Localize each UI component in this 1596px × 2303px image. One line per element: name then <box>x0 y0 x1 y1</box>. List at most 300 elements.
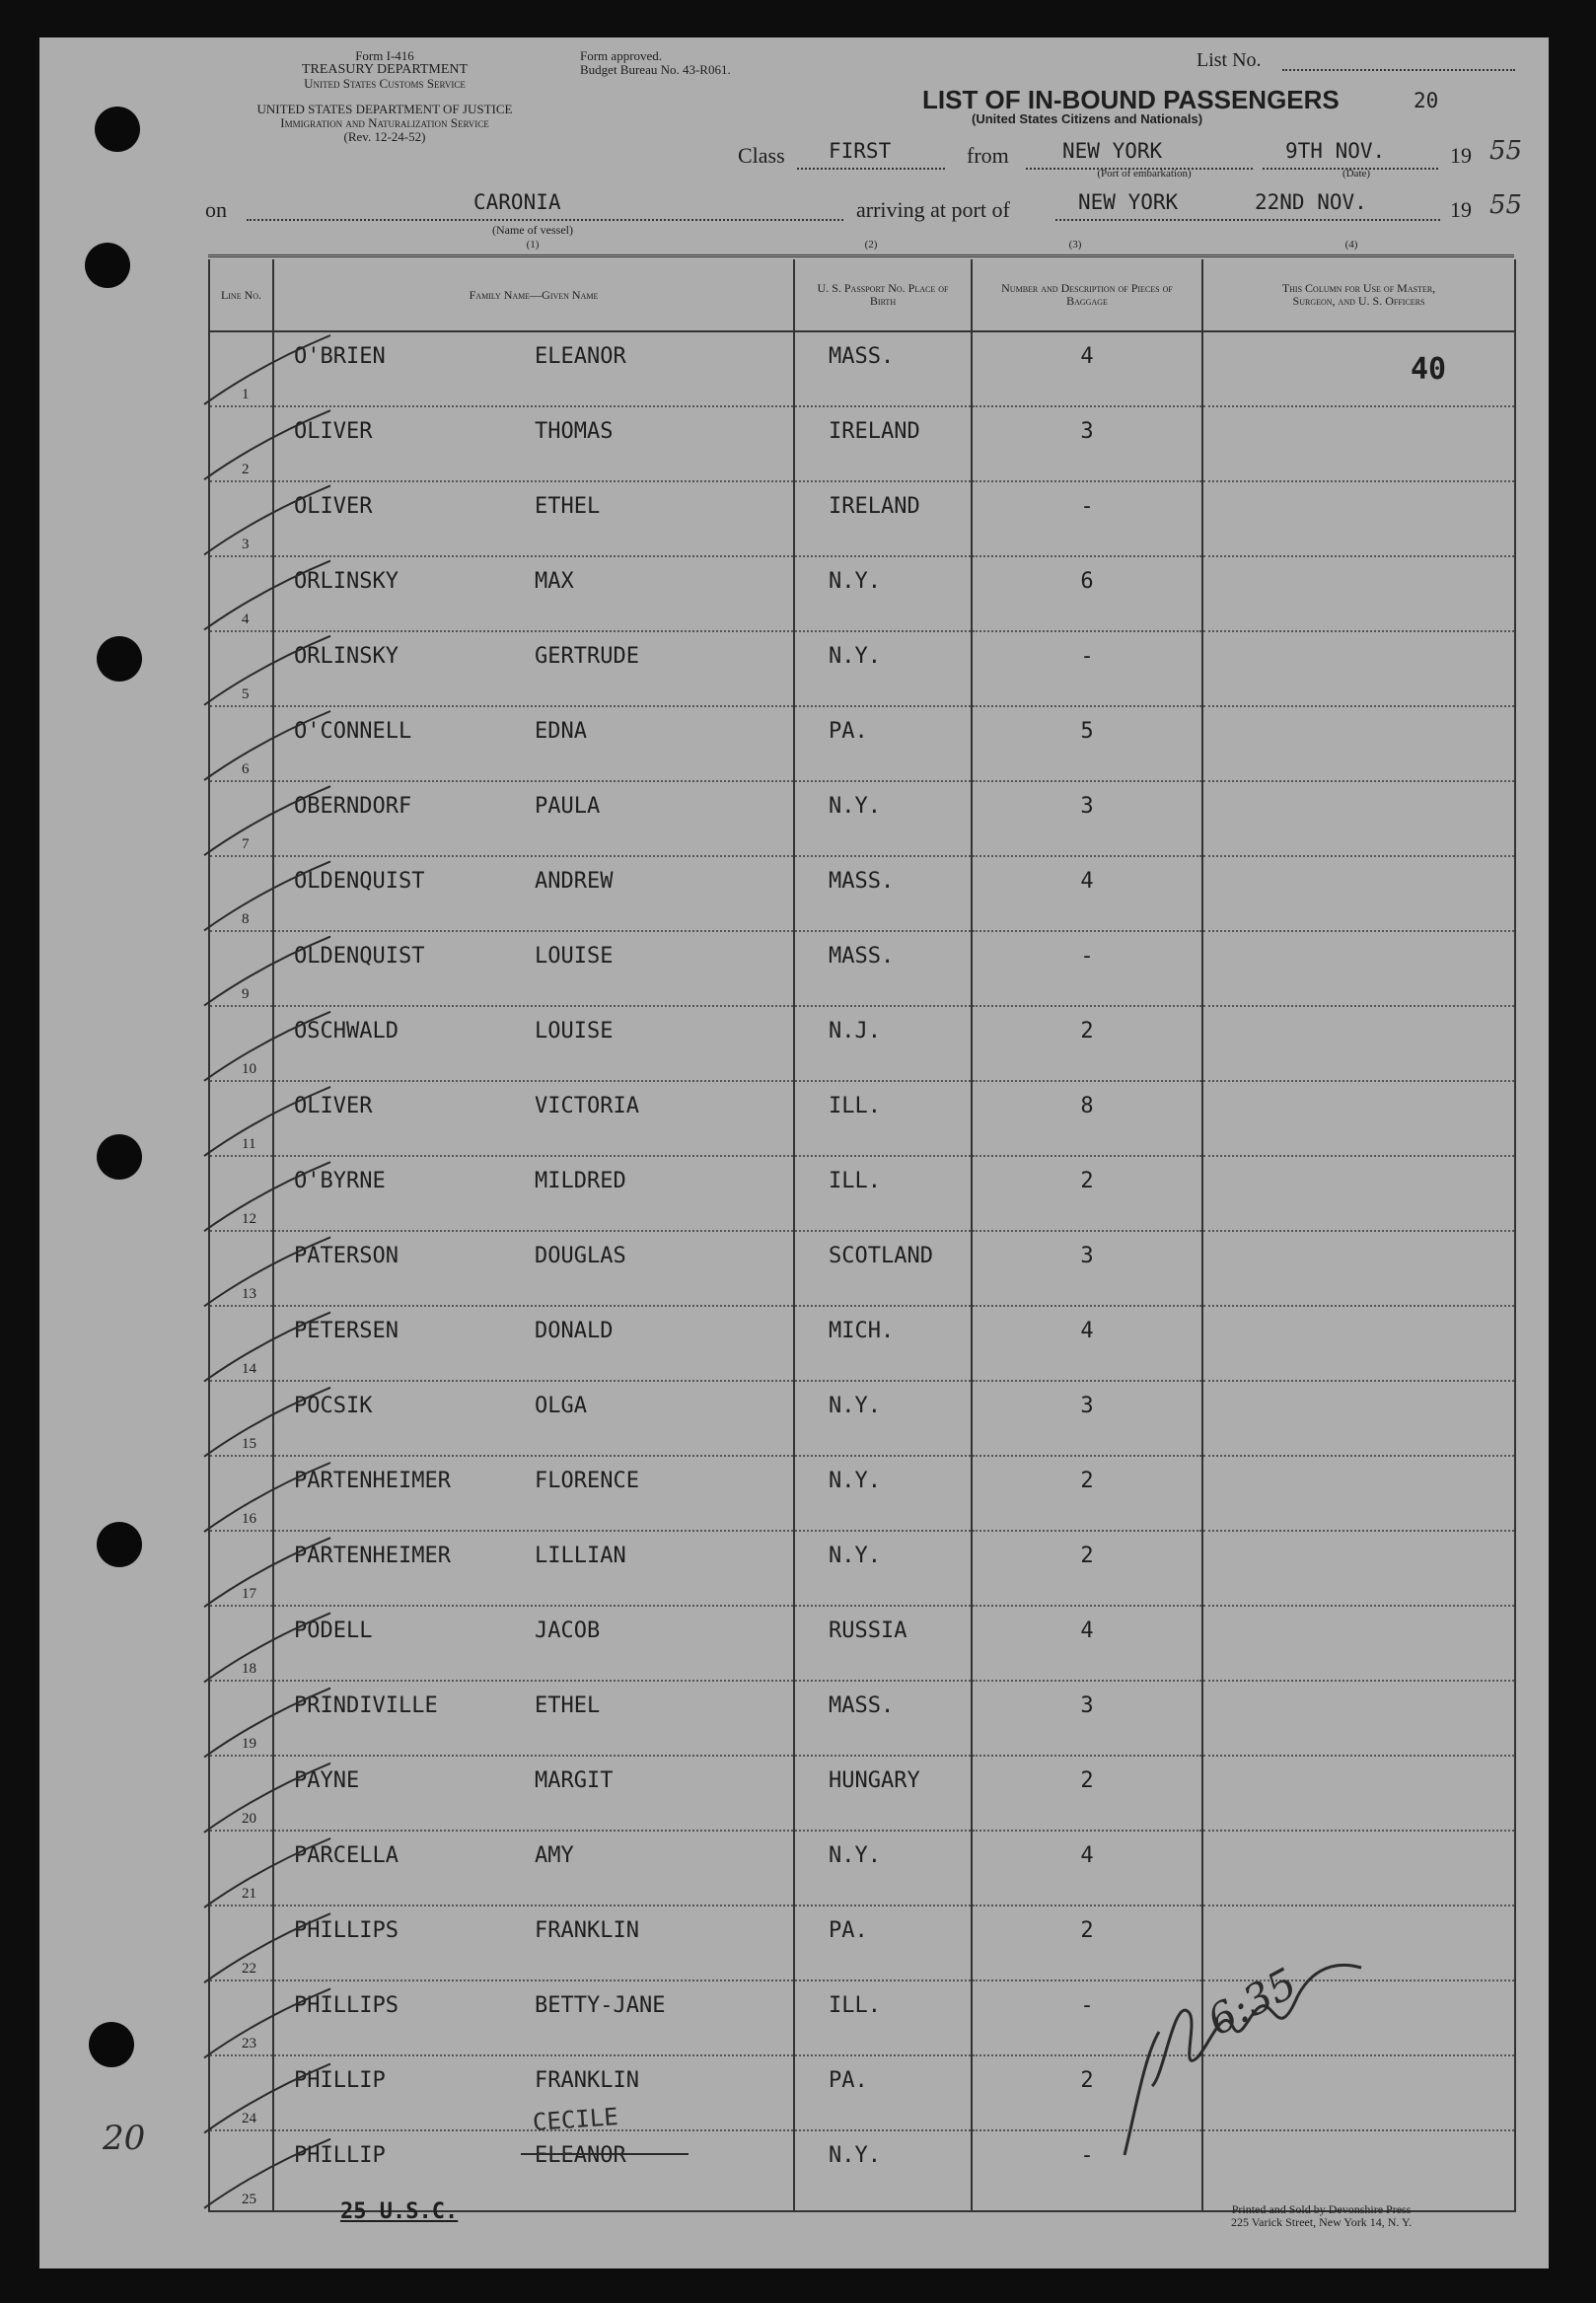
baggage-count: - <box>1080 2143 1094 2168</box>
check-mark <box>204 636 330 705</box>
line-number: 4 <box>242 612 250 627</box>
given-name: VICTORIA <box>535 1094 639 1118</box>
place-cell <box>794 631 972 706</box>
check-mark <box>204 1763 330 1833</box>
check-mark <box>204 485 330 554</box>
check-mark <box>204 561 330 630</box>
check-mark <box>204 1087 330 1156</box>
place-of-birth: N.Y. <box>829 2143 881 2168</box>
place-of-birth: N.Y. <box>829 1469 881 1493</box>
officer-cell <box>1202 331 1515 406</box>
line-number: 16 <box>242 1511 256 1527</box>
given-name: JACOB <box>535 1619 601 1643</box>
from-port: NEW YORK <box>1062 139 1163 163</box>
family-name: ORLINSKY <box>294 569 399 594</box>
place-of-birth: HUNGARY <box>829 1768 920 1793</box>
officer-cell <box>1202 856 1515 931</box>
officer-cell <box>1202 1381 1515 1456</box>
given-name: LOUISE <box>535 1019 614 1044</box>
table-row <box>209 406 1515 481</box>
arriving-label: arriving at port of <box>856 197 1010 222</box>
given-name: MAX <box>535 569 574 594</box>
baggage-cell <box>972 331 1202 406</box>
col-baggage: Number and Description of Pieces of Baggage <box>972 259 1202 331</box>
place-of-birth: IRELAND <box>829 419 920 444</box>
place-of-birth: MASS. <box>829 869 895 894</box>
line-number: 2 <box>242 462 250 477</box>
baggage-cell <box>972 1381 1202 1456</box>
line-number: 18 <box>242 1661 256 1677</box>
baggage-count: 4 <box>1080 344 1094 369</box>
family-name: OLDENQUIST <box>294 944 425 969</box>
baggage-count: 4 <box>1080 1619 1094 1643</box>
place-cell <box>794 1831 972 1906</box>
departure-year: 55 <box>1489 136 1523 166</box>
place-cell <box>794 1681 972 1756</box>
arrival-year: 55 <box>1489 190 1523 220</box>
date-caption: (Date) <box>1342 168 1371 180</box>
check-mark <box>204 1237 330 1306</box>
baggage-cell <box>972 631 1202 706</box>
officer-cell <box>1202 481 1515 556</box>
check-mark <box>204 1388 330 1457</box>
table-row <box>209 1381 1515 1456</box>
given-name: DOUGLAS <box>535 1244 626 1268</box>
line-number: 20 <box>242 1811 256 1827</box>
family-name: PHILLIPS <box>294 1993 399 2018</box>
baggage-count: 8 <box>1080 1094 1094 1118</box>
table-row <box>209 1306 1515 1381</box>
baggage-count: 4 <box>1080 869 1094 894</box>
correction-cecile: CECILE <box>532 2103 619 2136</box>
baggage-count: 6 <box>1080 569 1094 594</box>
check-mark <box>204 2139 330 2208</box>
line-number: 14 <box>242 1361 256 1377</box>
family-name: OBERNDORF <box>294 794 412 819</box>
baggage-count: - <box>1080 494 1094 519</box>
family-name: OLDENQUIST <box>294 869 425 894</box>
binder-hole <box>85 243 130 288</box>
baggage-count: - <box>1080 1993 1094 2018</box>
given-name: FLORENCE <box>535 1469 639 1493</box>
given-name: FRANKLIN <box>535 2068 639 2093</box>
baggage-cell <box>972 1756 1202 1831</box>
customs-service: United States Customs Service <box>304 76 466 91</box>
baggage-count: 3 <box>1080 1693 1094 1718</box>
officer-cell <box>1202 1156 1515 1231</box>
officer-cell <box>1202 1456 1515 1531</box>
check-mark <box>204 1463 330 1532</box>
vessel-line <box>247 219 843 221</box>
check-mark <box>204 1838 330 1907</box>
line-number: 24 <box>242 2111 256 2126</box>
family-name: OLIVER <box>294 419 373 444</box>
place-of-birth: PA. <box>829 719 868 744</box>
binder-hole <box>97 1522 142 1567</box>
place-of-birth: MASS. <box>829 944 895 969</box>
family-name: OSCHWALD <box>294 1019 399 1044</box>
place-cell <box>794 1980 972 2055</box>
baggage-count: 3 <box>1080 1394 1094 1418</box>
given-name: BETTY-JANE <box>535 1993 666 2018</box>
place-cell <box>794 1231 972 1306</box>
table-row <box>209 1681 1515 1756</box>
check-mark <box>204 861 330 930</box>
baggage-cell <box>972 1606 1202 1681</box>
departure-date: 9TH NOV. <box>1285 139 1386 163</box>
family-name: PHILLIPS <box>294 1918 399 1943</box>
place-cell <box>794 1531 972 1606</box>
check-mark <box>204 711 330 780</box>
place-cell <box>794 781 972 856</box>
family-name: PRINDIVILLE <box>294 1693 438 1718</box>
col-line-no: Line No. <box>209 259 273 331</box>
given-name: PAULA <box>535 794 601 819</box>
line-number: 15 <box>242 1436 256 1452</box>
line-number: 5 <box>242 686 250 702</box>
family-name: PAYNE <box>294 1768 360 1793</box>
place-cell <box>794 1606 972 1681</box>
caption-4: (4) <box>1344 239 1358 251</box>
col-passport: U. S. Passport No. Place of Birth <box>794 259 972 331</box>
family-name: PHILLIP <box>294 2068 386 2093</box>
table-row <box>209 1531 1515 1606</box>
baggage-count: 2 <box>1080 1019 1094 1044</box>
baggage-count: 2 <box>1080 1469 1094 1493</box>
table-row <box>209 1456 1515 1531</box>
baggage-count: 3 <box>1080 1244 1094 1268</box>
place-of-birth: N.Y. <box>829 794 881 819</box>
baggage-cell <box>972 1456 1202 1531</box>
officer-cell <box>1202 631 1515 706</box>
place-cell <box>794 481 972 556</box>
check-mark <box>204 1988 330 2057</box>
given-name: ELEANOR <box>535 2143 626 2168</box>
line-number: 1 <box>242 387 250 402</box>
place-cell <box>794 556 972 631</box>
given-name: GERTRUDE <box>535 644 639 669</box>
place-cell <box>794 2130 972 2211</box>
place-cell <box>794 1381 972 1456</box>
given-name: ETHEL <box>535 1693 601 1718</box>
place-of-birth: N.J. <box>829 1019 881 1044</box>
caption-1: (1) <box>526 239 540 251</box>
caption-2: (2) <box>864 239 878 251</box>
table-row <box>209 856 1515 931</box>
col-name: Family Name—Given Name <box>273 259 794 331</box>
baggage-cell <box>972 1081 1202 1156</box>
given-name: AMY <box>535 1843 574 1868</box>
treasury-department: TREASURY DEPARTMENT <box>301 62 469 77</box>
printer-imprint <box>1231 2203 1412 2229</box>
line-number: 25 <box>242 2192 256 2207</box>
place-cell <box>794 931 972 1006</box>
place-of-birth: ILL. <box>829 1094 881 1118</box>
baggage-count: - <box>1080 944 1094 969</box>
baggage-cell <box>972 1156 1202 1231</box>
baggage-cell <box>972 1231 1202 1306</box>
line-number: 11 <box>242 1136 256 1152</box>
signature-stamp-time: 6:35 <box>1199 1958 1305 2046</box>
given-name: LILLIAN <box>535 1544 626 1568</box>
officer-number: 40 <box>1411 352 1447 387</box>
baggage-cell <box>972 556 1202 631</box>
line-number: 9 <box>242 986 250 1002</box>
family-name: ORLINSKY <box>294 644 399 669</box>
table-header-row <box>209 259 1515 331</box>
officer-cell <box>1202 1831 1515 1906</box>
table-row <box>209 1831 1515 1906</box>
table-row <box>209 1231 1515 1306</box>
given-name: FRANKLIN <box>535 1918 639 1943</box>
given-name: THOMAS <box>535 419 614 444</box>
form-number: Form I-416 <box>355 48 414 63</box>
binder-hole <box>97 1134 142 1180</box>
baggage-cell <box>972 706 1202 781</box>
place-of-birth: SCOTLAND <box>829 1244 933 1268</box>
officer-cell <box>1202 1006 1515 1081</box>
check-mark <box>204 1613 330 1682</box>
officer-cell <box>1202 931 1515 1006</box>
officer-cell <box>1202 1606 1515 1681</box>
binder-hole <box>97 636 142 682</box>
place-of-birth: ILL. <box>829 1993 881 2018</box>
check-mark <box>204 786 330 855</box>
table-row <box>209 481 1515 556</box>
officer-cell <box>1202 1681 1515 1756</box>
arrival-port: NEW YORK <box>1078 190 1179 214</box>
baggage-count: 2 <box>1080 1918 1094 1943</box>
check-mark <box>204 1538 330 1607</box>
given-name: ETHEL <box>535 494 601 519</box>
table-row <box>209 1156 1515 1231</box>
place-cell <box>794 1456 972 1531</box>
baggage-cell <box>972 1831 1202 1906</box>
list-number-line <box>1282 69 1515 71</box>
binder-hole <box>89 2022 134 2067</box>
line-number: 6 <box>242 761 250 777</box>
place-of-birth: MASS. <box>829 344 895 369</box>
table-row <box>209 1081 1515 1156</box>
place-of-birth: N.Y. <box>829 1544 881 1568</box>
place-cell <box>794 856 972 931</box>
class-value: FIRST <box>829 139 892 163</box>
line-number: 7 <box>242 836 250 852</box>
place-cell <box>794 1081 972 1156</box>
place-of-birth: MASS. <box>829 1693 895 1718</box>
line-number: 13 <box>242 1286 256 1302</box>
family-name: OLIVER <box>294 1094 373 1118</box>
table-row <box>209 931 1515 1006</box>
family-name: PARTENHEIMER <box>294 1544 451 1568</box>
table-row <box>209 331 1515 406</box>
class-line <box>797 168 945 170</box>
page-number: 20 <box>1414 89 1439 112</box>
baggage-cell <box>972 1006 1202 1081</box>
given-name: DONALD <box>535 1319 614 1343</box>
arrival-date: 22ND NOV. <box>1255 190 1367 214</box>
col-officers: This Column for Use of Master, Surgeon, and U. S. Officers <box>1202 259 1515 331</box>
ins-service: Immigration and Naturalization Service <box>280 115 489 130</box>
place-of-birth: RUSSIA <box>829 1619 907 1643</box>
table-row <box>209 556 1515 631</box>
baggage-cell <box>972 856 1202 931</box>
family-name: O'CONNELL <box>294 719 412 744</box>
page-subtitle: (United States Citizens and Nationals) <box>972 111 1203 126</box>
baggage-count: 4 <box>1080 1319 1094 1343</box>
given-name: OLGA <box>535 1394 587 1418</box>
list-number-label: List No. <box>1197 49 1262 71</box>
check-mark <box>204 937 330 1006</box>
family-name: PHILLIP <box>294 2143 386 2168</box>
place-of-birth: ILL. <box>829 1169 881 1193</box>
baggage-cell <box>972 781 1202 856</box>
baggage-count: 2 <box>1080 1169 1094 1193</box>
form-approved: Form approved. <box>580 48 663 63</box>
vessel-name: CARONIA <box>473 190 561 214</box>
baggage-cell <box>972 1681 1202 1756</box>
baggage-count: 2 <box>1080 2068 1094 2093</box>
place-cell <box>794 706 972 781</box>
given-name: MARGIT <box>535 1768 614 1793</box>
table-row <box>209 1006 1515 1081</box>
officer-cell <box>1202 1306 1515 1381</box>
footer-code: 25 U.S.C. <box>340 2199 459 2224</box>
place-cell <box>794 406 972 481</box>
baggage-count: 5 <box>1080 719 1094 744</box>
check-mark <box>204 1313 330 1382</box>
line-number: 8 <box>242 911 250 927</box>
line-number: 22 <box>242 1961 256 1977</box>
place-cell <box>794 1756 972 1831</box>
given-name: ANDREW <box>535 869 614 894</box>
family-name: PETERSEN <box>294 1319 399 1343</box>
check-mark <box>204 1913 330 1982</box>
officer-cell <box>1202 781 1515 856</box>
line-check-marks <box>192 325 390 2229</box>
year-prefix-arrival: 19 <box>1450 197 1472 222</box>
family-name: POCSIK <box>294 1394 373 1418</box>
officer-cell <box>1202 1531 1515 1606</box>
baggage-count: 3 <box>1080 794 1094 819</box>
vessel-caption: (Name of vessel) <box>492 223 573 237</box>
margin-note: 20 <box>103 2119 146 2158</box>
binder-hole <box>95 107 140 152</box>
year-prefix: 19 <box>1450 143 1472 168</box>
family-name: PARTENHEIMER <box>294 1469 451 1493</box>
table-row <box>209 1606 1515 1681</box>
check-mark <box>204 1689 330 1758</box>
family-name: O'BYRNE <box>294 1169 386 1193</box>
officer-cell <box>1202 1756 1515 1831</box>
place-cell <box>794 331 972 406</box>
from-label: from <box>967 143 1009 168</box>
baggage-count: 4 <box>1080 1843 1094 1868</box>
place-cell <box>794 1906 972 1980</box>
printer-line-1: Printed and Sold by Devonshire Press <box>1231 2202 1412 2216</box>
place-of-birth: N.Y. <box>829 1394 881 1418</box>
justice-department: UNITED STATES DEPARTMENT OF JUSTICE <box>256 102 513 116</box>
budget-bureau: Budget Bureau No. 43-R061. <box>580 62 731 77</box>
from-caption: (Port of embarkation) <box>1097 168 1192 180</box>
family-name: O'BRIEN <box>294 344 386 369</box>
family-name: OLIVER <box>294 494 373 519</box>
table-top-rule <box>208 254 1514 257</box>
passenger-table <box>208 259 1516 2212</box>
officer-cell <box>1202 556 1515 631</box>
inspector-signature <box>1105 1938 1430 2165</box>
place-of-birth: N.Y. <box>829 644 881 669</box>
on-label: on <box>205 197 227 222</box>
officer-cell <box>1202 1081 1515 1156</box>
place-of-birth: PA. <box>829 2068 868 2093</box>
page-title: LIST OF IN-BOUND PASSENGERS <box>922 85 1340 114</box>
table-row <box>209 706 1515 781</box>
baggage-cell <box>972 1306 1202 1381</box>
arrival-line <box>1055 219 1440 221</box>
given-name: LOUISE <box>535 944 614 969</box>
caption-3: (3) <box>1068 239 1082 251</box>
line-number: 10 <box>242 1061 256 1077</box>
baggage-cell <box>972 1531 1202 1606</box>
place-cell <box>794 2055 972 2130</box>
printer-line-2: 225 Varick Street, New York 14, N. Y. <box>1231 2215 1413 2229</box>
baggage-count: 3 <box>1080 419 1094 444</box>
place-of-birth: N.Y. <box>829 1843 881 1868</box>
baggage-count: 2 <box>1080 1544 1094 1568</box>
table-row <box>209 631 1515 706</box>
family-name: PARCELLA <box>294 1843 399 1868</box>
place-of-birth: IRELAND <box>829 494 920 519</box>
place-of-birth: N.Y. <box>829 569 881 594</box>
check-mark <box>204 1162 330 1231</box>
place-of-birth: PA. <box>829 1918 868 1943</box>
check-mark <box>204 410 330 479</box>
baggage-cell <box>972 481 1202 556</box>
place-cell <box>794 1306 972 1381</box>
line-number: 19 <box>242 1736 256 1752</box>
line-number: 23 <box>242 2036 256 2051</box>
given-name: EDNA <box>535 719 587 744</box>
check-mark <box>204 2064 330 2133</box>
baggage-count: 2 <box>1080 1768 1094 1793</box>
family-name: PATERSON <box>294 1244 399 1268</box>
class-label: Class <box>738 143 785 168</box>
baggage-cell <box>972 406 1202 481</box>
baggage-cell <box>972 931 1202 1006</box>
table-row <box>209 781 1515 856</box>
officer-cell <box>1202 406 1515 481</box>
line-number: 21 <box>242 1886 256 1902</box>
line-number: 17 <box>242 1586 256 1602</box>
revision-date: (Rev. 12-24-52) <box>343 129 426 144</box>
family-name: PODELL <box>294 1619 373 1643</box>
given-name: MILDRED <box>535 1169 626 1193</box>
check-mark <box>204 1012 330 1081</box>
strike-through <box>521 2153 689 2155</box>
place-of-birth: MICH. <box>829 1319 895 1343</box>
check-mark <box>204 335 330 404</box>
place-cell <box>794 1156 972 1231</box>
line-number: 12 <box>242 1211 256 1227</box>
officer-cell <box>1202 706 1515 781</box>
table-row <box>209 1756 1515 1831</box>
place-cell <box>794 1006 972 1081</box>
given-name: ELEANOR <box>535 344 626 369</box>
baggage-count: - <box>1080 644 1094 669</box>
officer-cell <box>1202 1231 1515 1306</box>
line-number: 3 <box>242 537 250 552</box>
